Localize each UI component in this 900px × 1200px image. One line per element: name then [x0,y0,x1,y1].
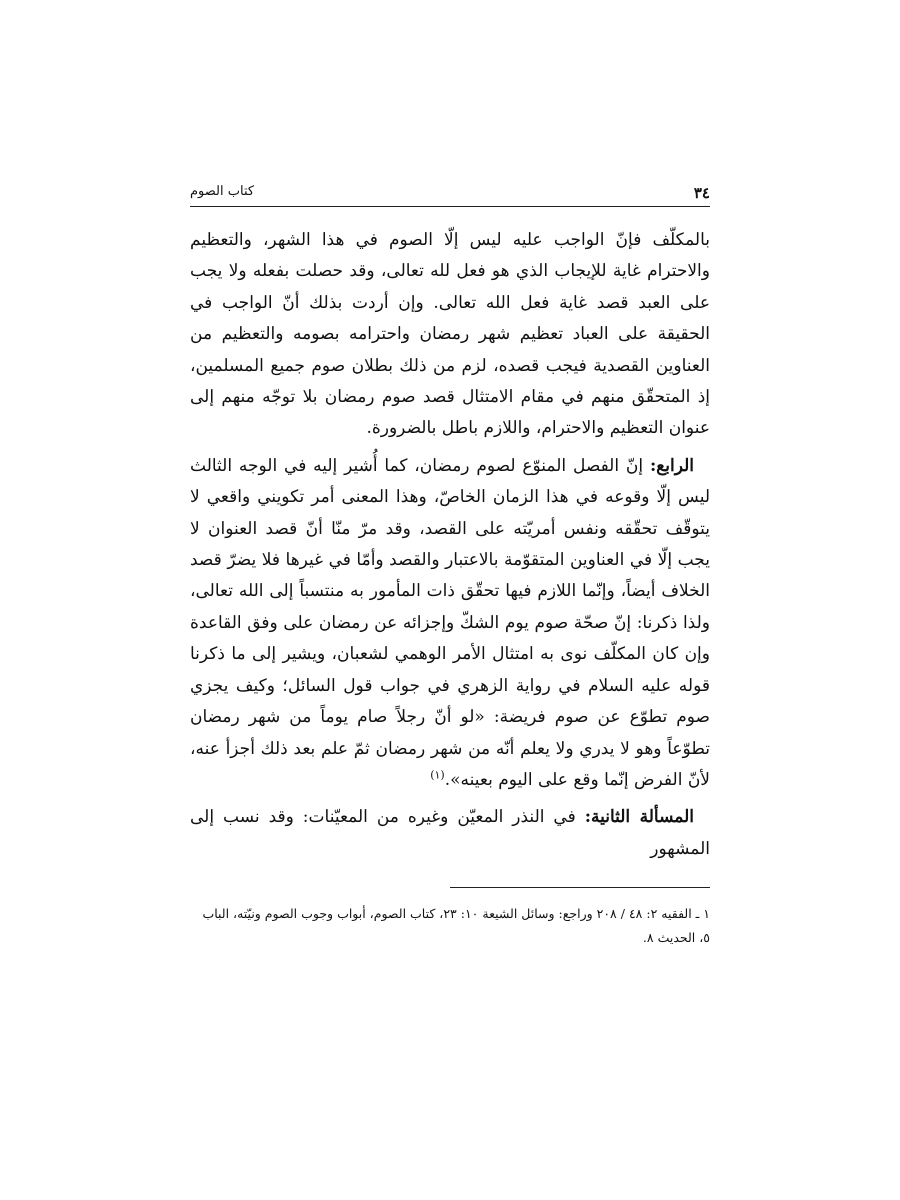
paragraph-1 [190,225,710,445]
paragraph-3 [190,802,710,865]
paragraph-lead: المسألة الثانية: [584,807,694,828]
footnote-reference: (١) [430,768,445,782]
running-header [190,180,710,207]
book-page [190,180,710,1080]
footnote-divider [450,887,710,888]
book-title: كتاب الصوم [190,184,255,199]
body-text [190,225,710,865]
footnote: ١ ـ الفقيه ٢: ٤٨ / ٢٠٨ وراجع: وسائل الشيعة ١٠: ٢٣، كتاب الصوم، أبواب وجوب الصوم ونيّته، الباب ٥، الحديث ٨. [202,906,710,946]
page-number: ٣٤ [693,184,710,202]
paragraph-text: إنّ الفصل المنوّع لصوم رمضان، كما أُشير إليه في الوجه الثالث ليس إلّا وقوعه في هذا الزمان الخاصّ، وهذا المعنى أمر تكويني واقعي لا يتوقّف تحقّقه ونفس أمريّته على القصد، وقد مرّ منّا أنّ قصد العنوان لا يجب إلّا في العناوين المتقوّمة بالاعتبار والقصد وأمّا في غيرها فلا يضرّ قصد الخلاف أيضاً، وإنّما اللازم فيها تحقّق ذات المأمور به منتسباً إلى الله تعالى، ولذا ذكرنا: إنّ صحّة صوم يوم الشكّ وإجزائه عن رمضان على وفق القاعدة وإن كان المكلّف نوى به امتثال الأمر الوهمي لشعبان، ويشير إلى ما ذكرنا قوله عليه السلام في رواية الزهري في جواب قول السائل؛ وكيف يجزي صوم تطوّع عن صوم فريضة: «لو أنّ رجلاً صام يوماً من شهر رمضان تطوّعاً وهو لا يدري ولا يعلم أنّه من شهر رمضان ثمّ علم بعد ذلك أجزأ عنه، لأنّ الفرض إنّما وقع على اليوم بعينه». [190,455,710,790]
paragraph-text: في النذر المعيّن وغيره من المعيّنات: وقد نسب إلى المشهور [190,807,710,859]
paragraph-2 [190,451,710,796]
paragraph-lead: الرابع: [649,455,694,476]
paragraph-text: بالمكلّف فإنّ الواجب عليه ليس إلّا الصوم في هذا الشهر، والتعظيم والاحترام غاية للإيجاب الذي هو فعل لله تعالى، وقد حصلت بفعله ولا يجب على العبد قصد غاية فعل الله تعالى. وإن أردت بذلك أنّ الواجب في الحقيقة على العباد تعظيم شهر رمضان واحترامه بصومه والتعظيم من العناوين القصدية فيجب قصده، لزم من ذلك بطلان صوم جميع المسلمين، إذ المتحقّق منهم في مقام الامتثال قصد صوم رمضان بلا توجّه منهم إلى عنوان التعظيم والاحترام، واللازم باطل بالضرورة. [190,230,710,439]
